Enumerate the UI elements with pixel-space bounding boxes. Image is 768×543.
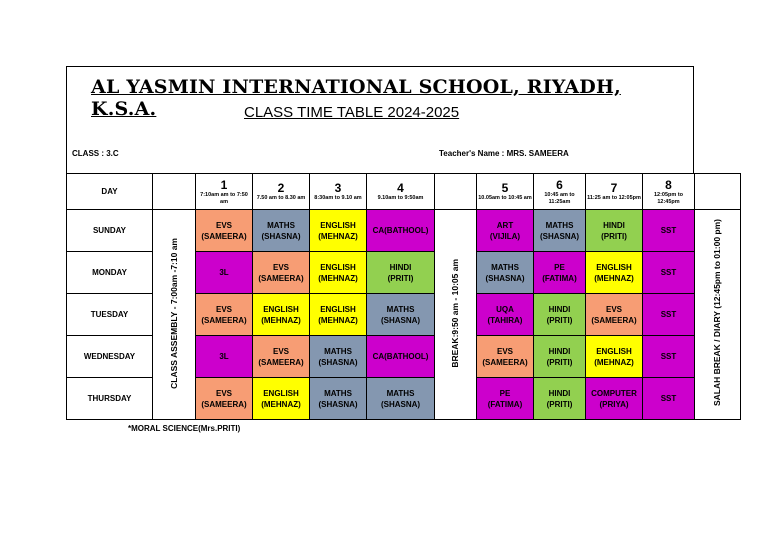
subject-name: MATHS (386, 388, 415, 398)
assembly-cell (153, 210, 196, 420)
subject-cell (310, 210, 367, 252)
subject-name: ENGLISH (320, 220, 356, 230)
subject-cell (196, 294, 253, 336)
teacher-name: (SHASNA) (539, 231, 580, 241)
subject-cell (253, 336, 310, 378)
subject-cell (367, 252, 435, 294)
subject-name: ENGLISH (596, 346, 632, 356)
teacher-name: (FATIMA) (487, 399, 523, 409)
subject-cell (586, 378, 643, 420)
period-number: 3 (334, 181, 342, 195)
teacher-name: (SAMEERA) (258, 357, 304, 367)
break-label: BREAK:9:50 am - 10:05 am (450, 258, 460, 368)
subject-cell (477, 210, 534, 252)
subject-cell (534, 336, 586, 378)
school-name: AL YASMIN INTERNATIONAL SCHOOL, RIYADH, K.S.A. (91, 76, 621, 120)
subject-cell (367, 336, 435, 378)
subject-name: EVS (215, 388, 232, 398)
subject-name: EVS (272, 262, 289, 272)
subject-cell (534, 210, 586, 252)
subject-name: ENGLISH (263, 388, 299, 398)
subject-name: 3L (219, 352, 229, 361)
subject-cell (477, 294, 534, 336)
period-header (643, 174, 695, 210)
period-number: 4 (397, 181, 404, 195)
day-name: THURSDAY (67, 378, 153, 420)
teacher-name: (SAMEERA) (482, 357, 528, 367)
teacher-name: (SHASNA) (318, 357, 358, 367)
teacher-name: (SHASNA) (261, 231, 301, 241)
period-time: 8:30am to 9.10 am (314, 195, 362, 201)
subject-name: SST (660, 268, 677, 277)
subject-cell (477, 336, 534, 378)
subject-cell (310, 378, 367, 420)
teacher-name: (TAHIRA) (487, 315, 523, 325)
period-time: 7.50 am to 8.30 am (256, 195, 306, 201)
subject-name: SST (660, 310, 677, 319)
period-number: 1 (220, 177, 228, 192)
teacher-name: (SHASNA) (380, 399, 421, 409)
subject-cell (196, 210, 253, 252)
break-header-cell (435, 174, 477, 210)
subject-name: ENGLISH (320, 262, 356, 272)
teacher-name: (SAMEERA) (201, 231, 247, 241)
period-number: 8 (665, 177, 672, 192)
period-number: 7 (610, 181, 618, 195)
teacher-name: (SAMEERA) (201, 399, 247, 409)
period-header (477, 174, 534, 210)
subject-name: MATHS (545, 220, 574, 230)
period-header (586, 174, 643, 210)
subject-cell (253, 378, 310, 420)
subject-cell (586, 294, 643, 336)
subject-cell (310, 252, 367, 294)
period-time: 10:45 am to 11:25am (544, 191, 575, 205)
subject-cell (196, 252, 253, 294)
teacher-name: (PRITI) (546, 357, 573, 367)
teacher-name: (MEHNAZ) (261, 399, 301, 409)
subject-cell (196, 336, 253, 378)
period-header (196, 174, 253, 210)
assembly-header-cell (153, 174, 196, 210)
day-name: SUNDAY (67, 210, 153, 252)
subject-cell (534, 294, 586, 336)
subject-name: ART (496, 220, 514, 230)
subject-cell (586, 210, 643, 252)
subject-cell (643, 294, 695, 336)
teacher-name: (MEHNAZ) (594, 357, 634, 367)
subject-name: PE (499, 388, 511, 398)
period-header (310, 174, 367, 210)
subject-name: CA(BATHOOL) (372, 352, 429, 361)
teacher-name: (PRIYA) (599, 399, 629, 409)
teacher-name: (SHASNA) (485, 273, 525, 283)
subject-name: HINDI (389, 262, 412, 272)
period-time: 9.10am to 9:50am (377, 195, 424, 201)
teacher-name: (PRITI) (546, 315, 573, 325)
period-time: 12:05pm to 12:45pm (653, 191, 684, 205)
subject-cell (253, 252, 310, 294)
subject-cell (253, 210, 310, 252)
subject-name: MATHS (324, 388, 352, 398)
timetable-title: CLASS TIME TABLE 2024-2025 (244, 104, 460, 121)
teacher-name: (SAMEERA) (258, 273, 304, 283)
teacher-name: (SAMEERA) (591, 315, 637, 325)
subject-name: PE (554, 262, 565, 272)
subject-name: EVS (496, 346, 513, 356)
subject-name: EVS (605, 304, 622, 314)
teacher-name: (PRITI) (601, 231, 627, 241)
subject-cell (534, 252, 586, 294)
subject-cell (586, 252, 643, 294)
subject-name: ENGLISH (263, 304, 299, 314)
day-column-header: DAY (67, 174, 153, 210)
teacher-name: (SAMEERA) (201, 315, 247, 325)
teacher-name: (MEHNAZ) (594, 273, 634, 283)
subject-name: SST (660, 394, 677, 403)
subject-cell (643, 210, 695, 252)
subject-name: HINDI (548, 346, 571, 356)
subject-cell (367, 210, 435, 252)
subject-name: EVS (215, 220, 232, 230)
period-time: 10.05am to 10:45 am (478, 195, 532, 201)
subject-name: HINDI (548, 388, 571, 398)
day-name: TUESDAY (67, 294, 153, 336)
period-header (534, 174, 586, 210)
subject-name: ENGLISH (320, 304, 356, 314)
period-time: 11:25 am to 12:05pm (587, 195, 641, 201)
subject-cell (643, 252, 695, 294)
footnote: *MORAL SCIENCE(Mrs.PRITI) (128, 424, 241, 433)
salah-header-cell (695, 174, 741, 210)
subject-name: EVS (272, 346, 289, 356)
subject-name: MATHS (267, 220, 295, 230)
day-name: MONDAY (67, 252, 153, 294)
teacher-name: (MEHNAZ) (261, 315, 301, 325)
subject-name: SST (660, 226, 677, 235)
header-box (66, 66, 694, 173)
subject-cell (643, 378, 695, 420)
teacher-name: (MEHNAZ) (318, 273, 358, 283)
timetable (66, 173, 741, 420)
teacher-name: (MEHNAZ) (318, 315, 358, 325)
teacher-name: (FATIMA) (542, 273, 577, 283)
salah-cell (695, 210, 741, 420)
teacher-label: Teacher's Name : MRS. SAMEERA (439, 149, 569, 158)
teacher-name: (SHASNA) (380, 315, 421, 325)
subject-cell (643, 336, 695, 378)
teacher-name: (VIJILA) (489, 231, 521, 241)
subject-name: MATHS (491, 262, 519, 272)
subject-cell (477, 378, 534, 420)
subject-name: SST (660, 352, 677, 361)
subject-cell (477, 252, 534, 294)
period-header (253, 174, 310, 210)
subject-cell (367, 294, 435, 336)
subject-name: 3L (219, 268, 229, 277)
subject-cell (310, 294, 367, 336)
subject-name: EVS (215, 304, 232, 314)
subject-name: UQA (496, 304, 514, 314)
day-name: WEDNESDAY (67, 336, 153, 378)
break-cell (435, 210, 477, 420)
subject-cell (586, 336, 643, 378)
period-number: 5 (501, 181, 509, 195)
subject-cell (196, 378, 253, 420)
subject-name: MATHS (324, 346, 352, 356)
assembly-label: CLASS ASSEMBLY - 7:00am -7:10 am (168, 237, 179, 389)
period-number: 6 (556, 177, 563, 192)
subject-name: MATHS (386, 304, 415, 314)
teacher-name: (PRITI) (387, 273, 414, 283)
subject-cell (310, 336, 367, 378)
teacher-name: (SHASNA) (318, 399, 358, 409)
salah-label: SALAH BREAK / DIARY (12:45pm to 01:00 pm) (712, 219, 722, 407)
period-time: 7:10am am to 7:50 am (200, 191, 248, 205)
class-label: CLASS : 3.C (72, 149, 119, 158)
teacher-name: (PRITI) (546, 399, 573, 409)
header-row (67, 174, 741, 210)
teacher-name: (MEHNAZ) (318, 231, 358, 241)
subject-name: ENGLISH (596, 262, 632, 272)
subject-name: COMPUTER (591, 388, 637, 398)
period-number: 2 (277, 181, 285, 195)
subject-cell (367, 378, 435, 420)
subject-cell (534, 378, 586, 420)
subject-cell (253, 294, 310, 336)
period-header (367, 174, 435, 210)
subject-name: HINDI (548, 304, 571, 314)
table-row (67, 210, 741, 252)
subject-name: HINDI (603, 220, 625, 230)
subject-name: CA(BATHOOL) (372, 226, 429, 235)
